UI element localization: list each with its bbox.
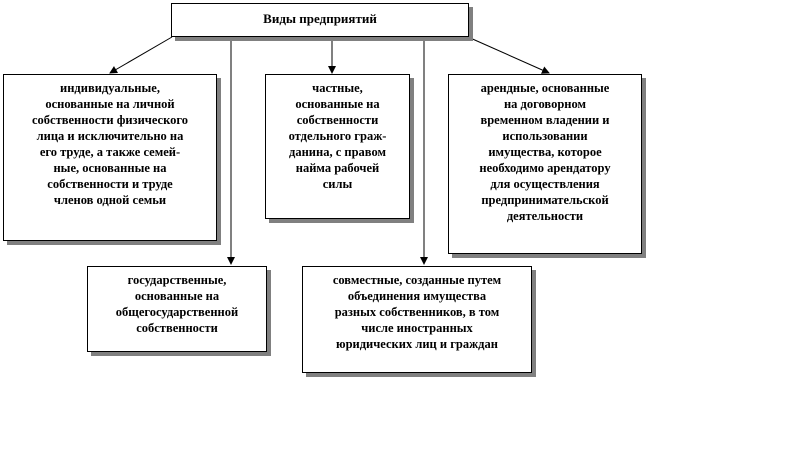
diagram-title-box <box>171 3 469 37</box>
node-line: лица и исключительно на <box>36 129 184 143</box>
node-state <box>87 266 267 352</box>
node-line: членов одной семьи <box>53 193 167 207</box>
node-rental <box>448 74 642 254</box>
arrow-to-rental <box>468 37 549 73</box>
node-line: использовании <box>502 129 588 143</box>
node-joint-text <box>333 272 501 352</box>
node-line: собственности и труде <box>47 177 173 191</box>
node-line: отдельного граж- <box>288 129 387 143</box>
node-line: собственности физического <box>32 113 188 127</box>
node-line: числе иностранных <box>361 321 473 335</box>
node-line: объединения имущества <box>347 289 487 303</box>
node-line: необходимо арендатору <box>479 161 611 175</box>
node-line: основанные на <box>295 97 380 111</box>
node-state-text <box>116 272 238 336</box>
node-line: найма рабочей <box>295 161 380 175</box>
node-line: индивидуальные, <box>60 81 160 95</box>
node-line: силы <box>322 177 353 191</box>
node-private <box>265 74 410 219</box>
arrow-to-individual <box>110 37 172 73</box>
node-line: частные, <box>312 81 363 95</box>
node-line: собственности <box>136 321 218 335</box>
node-individual-text <box>32 80 188 208</box>
node-line: арендные, основанные <box>480 81 610 95</box>
node-line: деятельности <box>506 209 584 223</box>
node-line: временном владении и <box>480 113 610 127</box>
node-line: ные, основанные на <box>53 161 167 175</box>
node-line: его труде, а также семей- <box>39 145 181 159</box>
node-line: основанные на <box>134 289 220 303</box>
node-line: совместные, созданные путем <box>332 273 502 287</box>
node-line: на договорном <box>503 97 587 111</box>
node-private-text <box>289 80 387 192</box>
node-line: для осуществления <box>490 177 600 191</box>
node-individual <box>3 74 217 241</box>
node-line: юридических лиц и граждан <box>336 337 498 351</box>
node-line: данина, с правом <box>289 145 386 159</box>
node-line: разных собственников, в том <box>334 305 500 319</box>
diagram-title: Виды предприятий <box>263 11 377 26</box>
node-line: основанные на личной <box>45 97 175 111</box>
node-joint <box>302 266 532 373</box>
node-line: общегосударственной <box>115 305 239 319</box>
node-line: предпринимательской <box>481 193 609 207</box>
node-line: имущества, которое <box>488 145 602 159</box>
node-line: государственные, <box>127 273 227 287</box>
node-rental-text <box>479 80 610 224</box>
node-line: собственности <box>296 113 379 127</box>
